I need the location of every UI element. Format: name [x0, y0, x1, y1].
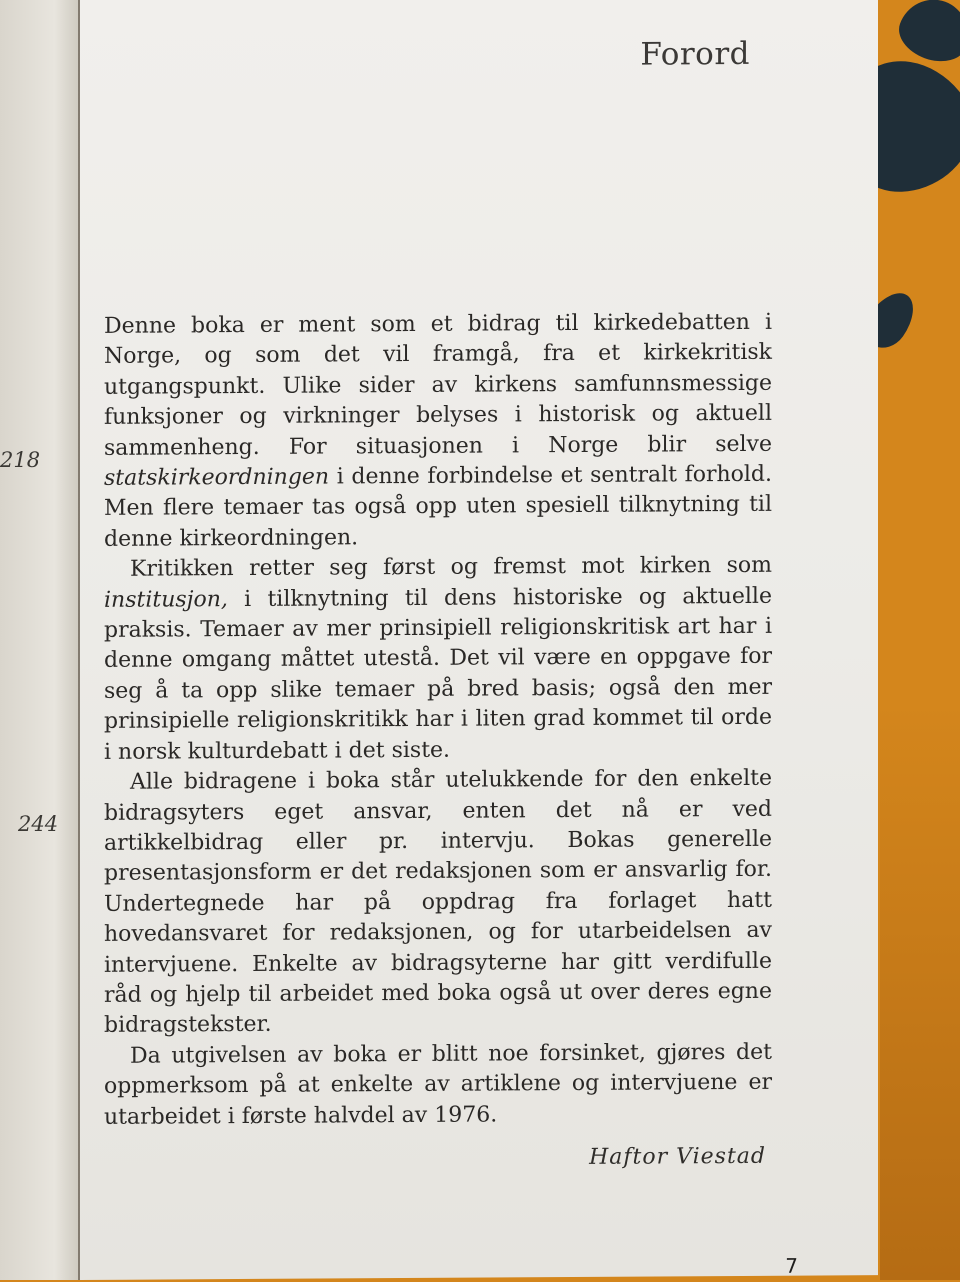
- page-title: Forord: [640, 35, 750, 73]
- paragraph: [104, 764, 772, 1042]
- paragraph-text: i tilknytning til dens historiske og aktuelle praksis. Temaer av mer prinsipiell religionskritisk art har i denne omgang måttet utestå. Det vil være en oppgave for seg å ta opp slike temaer på bred basis; også den mer prinsipielle religionskritikk har i liten grad kommet til orde i norsk kulturdebatt i det siste.: [104, 583, 772, 765]
- emphasized-term: institusjon,: [104, 586, 228, 613]
- paragraph-text: Alle bidragene i boka står utelukkende for den enkelte bidragsyters eget ansvar, enten det nå er ved artikkelbidrag eller pr. intervju. Bokas generelle presentasjonsform er det redaksjonen som er ansvarlig for. Undertegnede har på oppdrag fra forlaget hatt hovedansvaret for redaksjonen, og for utarbeidelsen av intervjuene. Enkelte av bidragsyterne har gitt verdifulle råd og hjelp til arbeidet med boka også ut over deres egne bidragstekster.: [104, 765, 772, 1039]
- book-page: [80, 0, 878, 1280]
- author-signature: Haftor Viestad: [589, 1143, 766, 1170]
- foreword-body: [104, 308, 772, 1133]
- tablecloth-shade: [880, 700, 960, 1280]
- paragraph: [104, 308, 772, 555]
- paragraph: [104, 1038, 772, 1133]
- paragraph-text: i denne forbindelse et sentralt forhold. Men flere temaer tas også opp uten spesiell tilknytning til denne kirkeordningen.: [104, 461, 772, 552]
- emphasized-term: statskirkeordningen: [104, 464, 330, 491]
- paragraph-text: Denne boka er ment som et bidrag til kirkedebatten i Norge, og som det vil framgå, fra et kirkekritisk utgangspunkt. Ulike sider av kirkens samfunnsmessige funksjoner og virkninger belyses i historisk og aktuell sammenheng. For situasjonen i Norge blir selve: [104, 309, 772, 461]
- page-number: 7: [785, 1253, 798, 1278]
- paragraph-text: Da utgivelsen av boka er blitt noe forsinket, gjøres det oppmerksom på at enkelte av artiklene og intervjuene er utarbeidet i første halvdel av 1976.: [104, 1039, 772, 1130]
- left-page-edge: [0, 0, 80, 1280]
- tablecloth-pattern: [892, 0, 960, 70]
- paragraph-text: Kritikken retter seg først og fremst mot kirken som: [130, 553, 772, 582]
- left-margin-number: 218: [0, 448, 41, 472]
- paragraph: [104, 551, 772, 768]
- left-margin-number: 244: [18, 812, 59, 836]
